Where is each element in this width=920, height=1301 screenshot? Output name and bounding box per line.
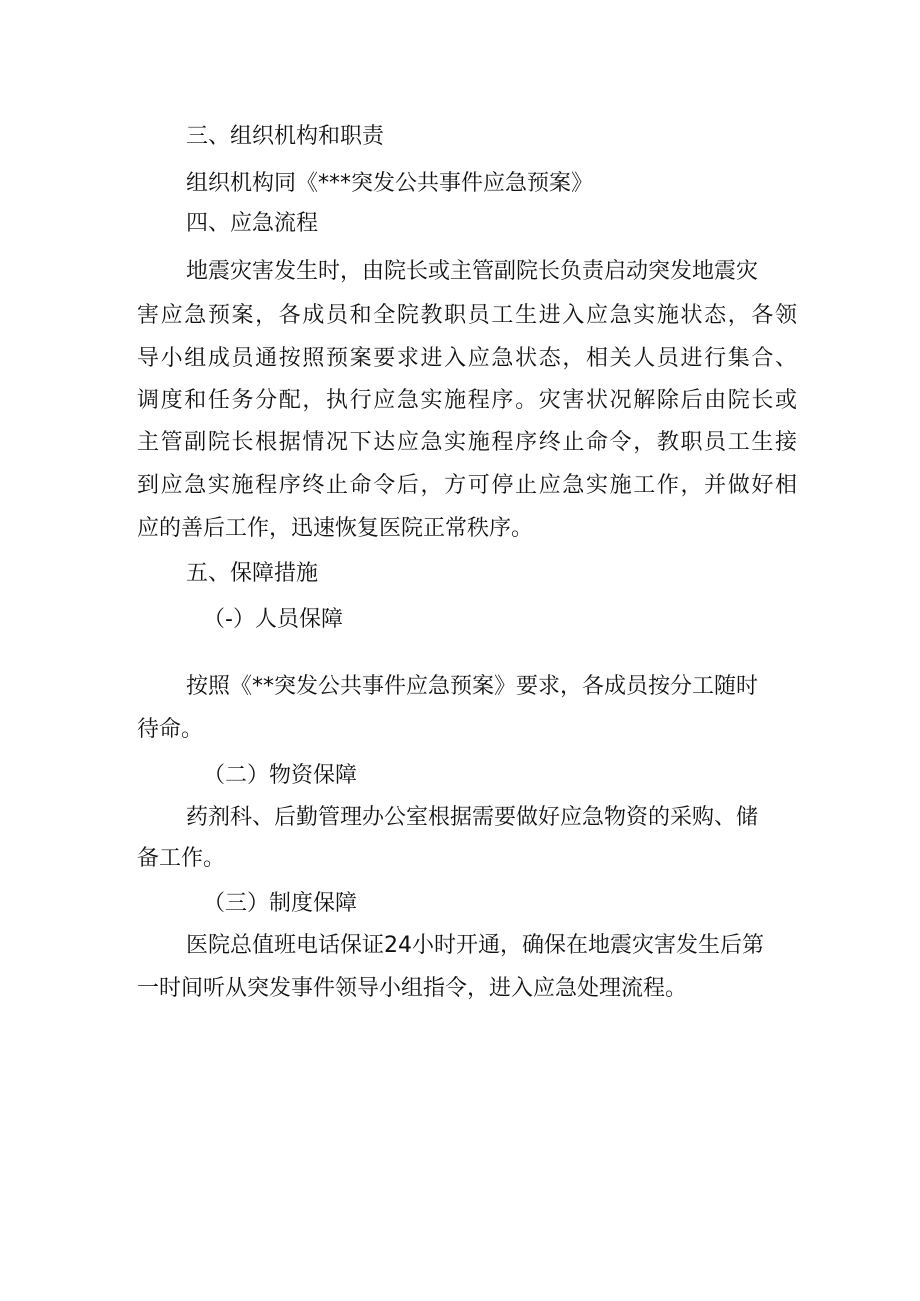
paragraph-line: 一时间听从突发事件领导小组指令，进入应急处理流程。 — [137, 976, 688, 1001]
paragraph-line: 地震灾害发生时，由院长或主管副院长负责启动突发地震灾 — [186, 259, 759, 284]
subsection-heading-3: （三）制度保障 — [203, 891, 358, 916]
section-heading-3: 三、组织机构和职责 — [186, 124, 385, 149]
section-heading-4: 四、应急流程 — [186, 211, 319, 236]
paragraph-line: 调度和任务分配，执行应急实施程序。灾害状况解除后由院长或 — [137, 388, 797, 413]
paragraph-line: 药剂科、后勤管理办公室根据需要做好应急物资的采购、储 — [186, 805, 759, 830]
paragraph-line: 医院总值班电话保证24小时开通，确保在地震灾害发生后第 — [186, 933, 764, 958]
paragraph-line: 备工作。 — [137, 846, 226, 871]
subsection-heading-2: （二）物资保障 — [203, 763, 358, 788]
paragraph-line: 害应急预案，各成员和全院教职员工生进入应急实施状态，各领 — [137, 303, 797, 328]
subsection-heading-1: （-）人员保障 — [203, 607, 343, 632]
paragraph-line: 导小组成员通按照预案要求进入应急状态，相关人员进行集合、 — [137, 346, 797, 371]
paragraph-line: 主管副院长根据情况下达应急实施程序终止命令，教职员工生接 — [137, 430, 797, 455]
paragraph-line: 待命。 — [137, 717, 204, 742]
paragraph-line: 到应急实施程序终止命令后，方可停止应急实施工作，并做好相 — [137, 473, 797, 498]
section-heading-5: 五、保障措施 — [186, 561, 319, 586]
paragraph-line: 按照《**突发公共事件应急预案》要求，各成员按分工随时 — [186, 674, 759, 699]
paragraph-line: 应的善后工作，迅速恢复医院正常秩序。 — [137, 516, 534, 541]
paragraph-line: 组织机构同《***突发公共事件应急预案》 — [186, 171, 594, 196]
